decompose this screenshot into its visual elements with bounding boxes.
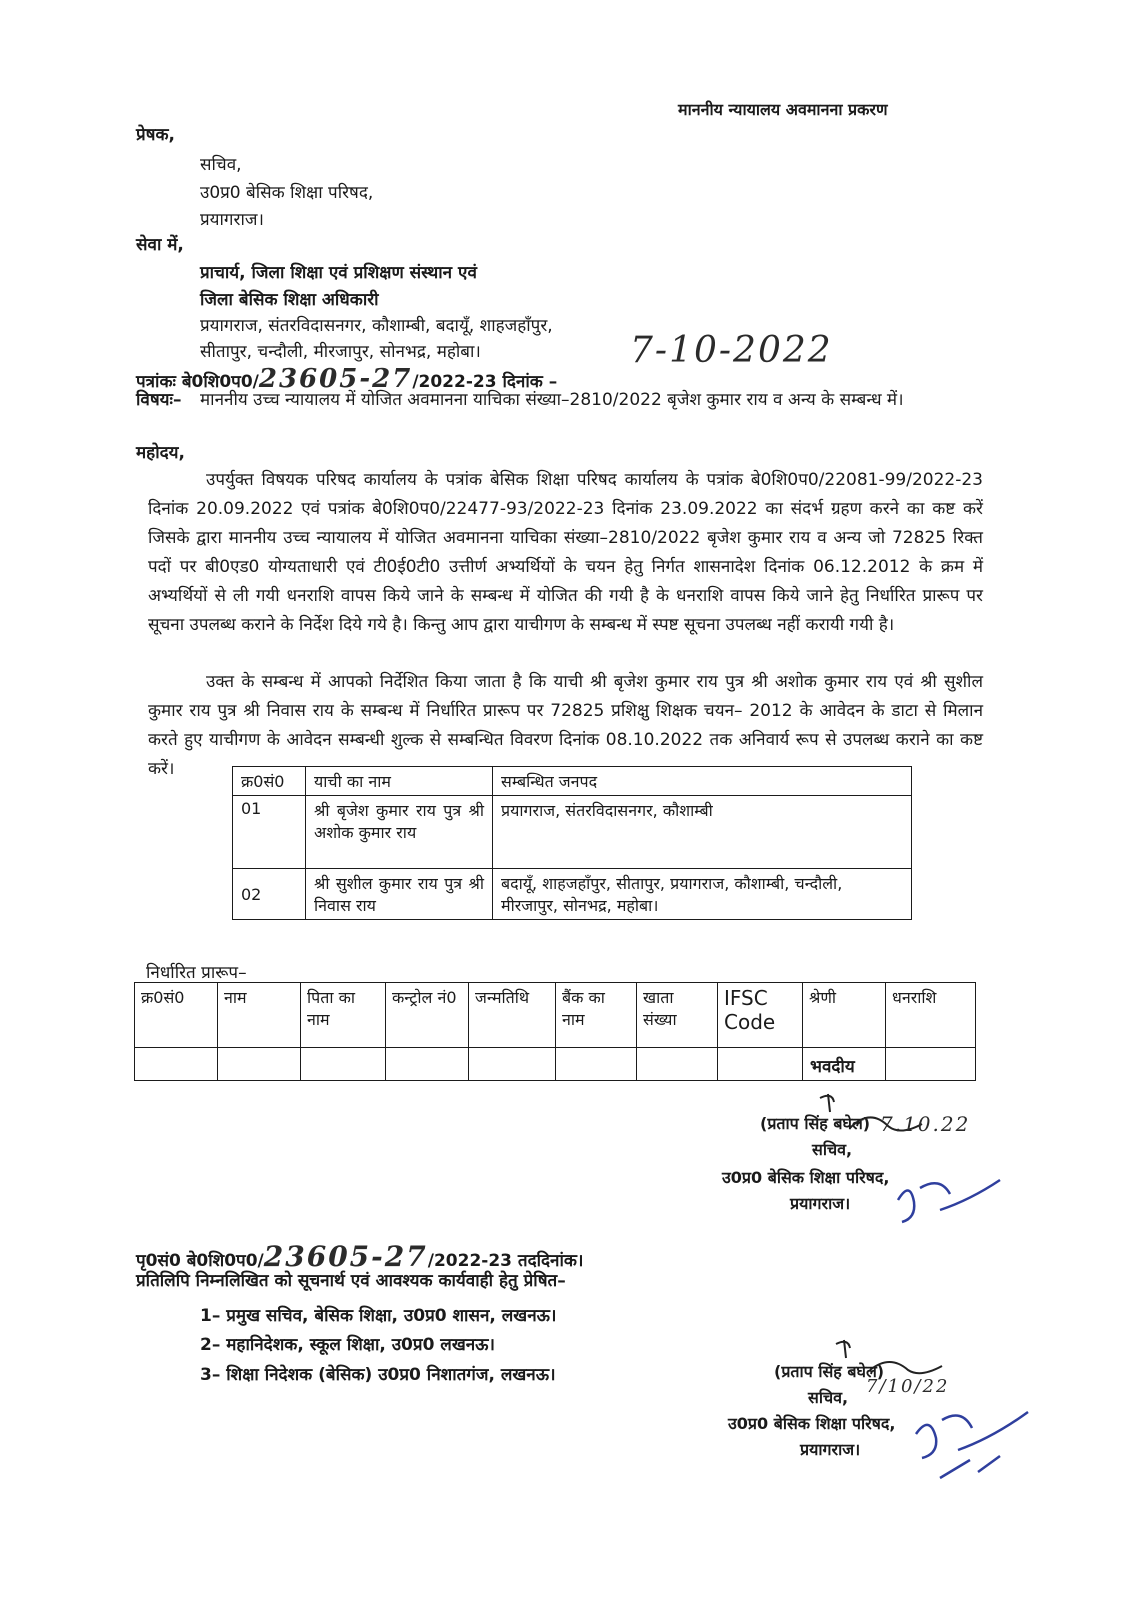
table-cell	[386, 1048, 469, 1081]
table-cell	[886, 1048, 976, 1081]
table-header-cell: सम्बन्धित जनपद	[493, 767, 912, 796]
recipient-line: जिला बेसिक शिक्षा अधिकारी	[200, 290, 379, 310]
signatory-name: (प्रताप सिंह बघेल)	[774, 1362, 885, 1381]
signatory-title: सचिव,	[812, 1140, 853, 1159]
ref-suffix: /2022-23 दिनांक –	[412, 372, 558, 392]
table-header-cell: IFSC Code	[718, 983, 803, 1048]
sender-line: उ0प्र0 बेसिक शिक्षा परिषद,	[200, 183, 374, 203]
table-row	[233, 869, 912, 920]
format-label: निर्धारित प्रारूप–	[146, 963, 247, 983]
copy-item: 3– शिक्षा निदेशक (बेसिक) उ0प्र0 निशातगंज, लखनऊ।	[200, 1365, 556, 1385]
endorse-number-handwritten: 23605-27	[263, 1240, 428, 1273]
table-header-cell: धनराशि	[886, 983, 976, 1048]
table-cell: 02	[233, 869, 306, 920]
copy-item: 1– प्रमुख सचिव, बेसिक शिक्षा, उ0प्र0 शासन, लखनऊ।	[200, 1306, 557, 1326]
table-cell	[218, 1048, 301, 1081]
table-header-cell: क्र0सं0	[135, 983, 218, 1048]
salutation: महोदय,	[136, 443, 185, 463]
table-cell: श्री सुशील कुमार राय पुत्र श्री निवास राय	[306, 869, 493, 920]
recipient-line: सीतापुर, चन्दौली, मीरजापुर, सोनभद्र, महोबा।	[200, 342, 481, 362]
recipient-label: सेवा में,	[136, 235, 184, 255]
table-header-cell: नाम	[218, 983, 301, 1048]
signatory-city: प्रयागराज।	[800, 1440, 861, 1459]
table-header-cell: क्र0सं0	[233, 767, 306, 796]
initial-mark-blue	[900, 1400, 1050, 1490]
subject-label: विषयः–	[136, 390, 182, 410]
subject-text: माननीय उच्च न्यायालय में योजित अवमानना याचिका संख्या–2810/2022 बृजेश कुमार राय व अन्य के सम्बन्ध में।	[200, 390, 904, 410]
ref-number-handwritten: 23605-27	[258, 364, 413, 394]
signature-initial-date: 7.10.22	[880, 1112, 971, 1136]
signatory-name: (प्रताप सिंह बघेल)	[760, 1114, 871, 1133]
ref-prefix: पत्रांकः बे0शि0प0/	[136, 372, 259, 392]
table-header-cell: याची का नाम	[306, 767, 493, 796]
table-cell	[637, 1048, 718, 1081]
copy-item: 2– महानिदेशक, स्कूल शिक्षा, उ0प्र0 लखनऊ।	[200, 1335, 495, 1355]
copy-intro: प्रतिलिपि निम्नलिखित को सूचनार्थ एवं आवश्यक कार्यवाही हेतु प्रेषित–	[136, 1271, 566, 1291]
signatory-org: उ0प्र0 बेसिक शिक्षा परिषद,	[722, 1168, 890, 1187]
top-label: माननीय न्यायालय अवमानना प्रकरण	[678, 100, 888, 119]
table-cell	[556, 1048, 637, 1081]
initial-mark-blue	[880, 1170, 1020, 1250]
table-header-cell: बैंक का नाम	[556, 983, 637, 1048]
paragraph-2-text: उक्त के सम्बन्ध में आपको निर्देशित किया जाता है कि याची श्री बृजेश कुमार राय पुत्र श्री अशोक कुमार राय एवं श्री सुशील कुमार राय पुत्र श्री निवास राय के सम्बन्ध में निर्धारित प्रारूप पर 72825 प्रशिक्षु शिक्षक चयन– 2012 के आवेदन के डाटा से मिलान करते हुए याचीगण के आवेदन सम्बन्धी शुल्क से सम्बन्धित विवरण दिनांक 08.10.2022 तक अनिवार्य रूप से उपलब्ध कराने का कष्ट करें।	[148, 672, 983, 779]
signatory-org: उ0प्र0 बेसिक शिक्षा परिषद,	[728, 1414, 896, 1433]
sender-label: प्रेषक,	[136, 125, 176, 145]
table-header-cell: कन्ट्रोल नं0	[386, 983, 469, 1048]
table-cell: 01	[233, 796, 306, 869]
table-cell: श्री बृजेश कुमार राय पुत्र श्री अशोक कुमार राय	[306, 796, 493, 869]
table-cell: बदायूँ, शाहजहाँपुर, सीतापुर, प्रयागराज, कौशाम्बी, चन्दौली, मीरजापुर, सोनभद्र, महोबा।	[493, 869, 912, 920]
sender-line: प्रयागराज।	[200, 210, 264, 230]
endorse-suffix: /2022-23 तददिनांक।	[427, 1251, 584, 1271]
table-cell: प्रयागराज, संतरविदासनगर, कौशाम्बी	[493, 796, 912, 869]
sender-line: सचिव,	[200, 155, 242, 175]
closing: भवदीय	[810, 1057, 855, 1077]
table-header-cell: खाता संख्या	[637, 983, 718, 1048]
signatory-city: प्रयागराज।	[790, 1194, 851, 1213]
table-cell	[135, 1048, 218, 1081]
table-header-cell: जन्मतिथि	[469, 983, 556, 1048]
table-row	[233, 796, 912, 869]
ref-date-handwritten: 7-10-2022	[630, 330, 833, 371]
recipient-line: प्रयागराज, संतरविदासनगर, कौशाम्बी, बदायूँ, शाहजहाँपुर,	[200, 316, 553, 336]
endorse-prefix: पृ0सं0 बे0शि0प0/	[136, 1251, 264, 1271]
table-header-row	[135, 983, 976, 1048]
table-cell	[469, 1048, 556, 1081]
petitioner-table	[232, 766, 912, 920]
table-cell	[301, 1048, 386, 1081]
table-header-row	[233, 767, 912, 796]
signature-initial-date: 7/10/22	[866, 1376, 950, 1397]
signatory-title: सचिव,	[808, 1388, 849, 1407]
table-cell	[718, 1048, 803, 1081]
paragraph-1	[148, 466, 983, 640]
paragraph-1-text: उपर्युक्त विषयक परिषद कार्यालय के पत्रांक बेसिक शिक्षा परिषद कार्यालय के पत्रांक बे0शि0प0/22081-99/2022-23 दिनांक 20.09.2022 एवं पत्रांक बे0शि0प0/22477-93/2022-23 दिनांक 23.09.2022 का संदर्भ ग्रहण करने का कष्ट करें जिसके द्वारा माननीय उच्च न्यायालय में योजित अवमानना याचिका संख्या–2810/2022 बृजेश कुमार राय व अन्य जो 72825 रिक्त पदों पर बी0एड0 योग्यताधारी एवं टी0ई0टी0 उत्तीर्ण अभ्यर्थियों के चयन हेतु निर्गत शासनादेश दिनांक 06.12.2012 के क्रम में अभ्यर्थियों से ली गयी धनराशि वापस किये जाने के सम्बन्ध में योजित की गयी है के धनराशि वापस किये जाने हेतु निर्धारित प्रारूप पर सूचना उपलब्ध कराने के निर्देश दिये गये है। किन्तु आप द्वारा याचीगण के सम्बन्ध में स्पष्ट सूचना उपलब्ध नहीं करायी गयी है।	[148, 470, 983, 635]
recipient-line: प्राचार्य, जिला शिक्षा एवं प्रशिक्षण संस्थान एवं	[200, 263, 477, 283]
table-header-cell: पिता का नाम	[301, 983, 386, 1048]
table-header-cell: श्रेणी	[803, 983, 886, 1048]
